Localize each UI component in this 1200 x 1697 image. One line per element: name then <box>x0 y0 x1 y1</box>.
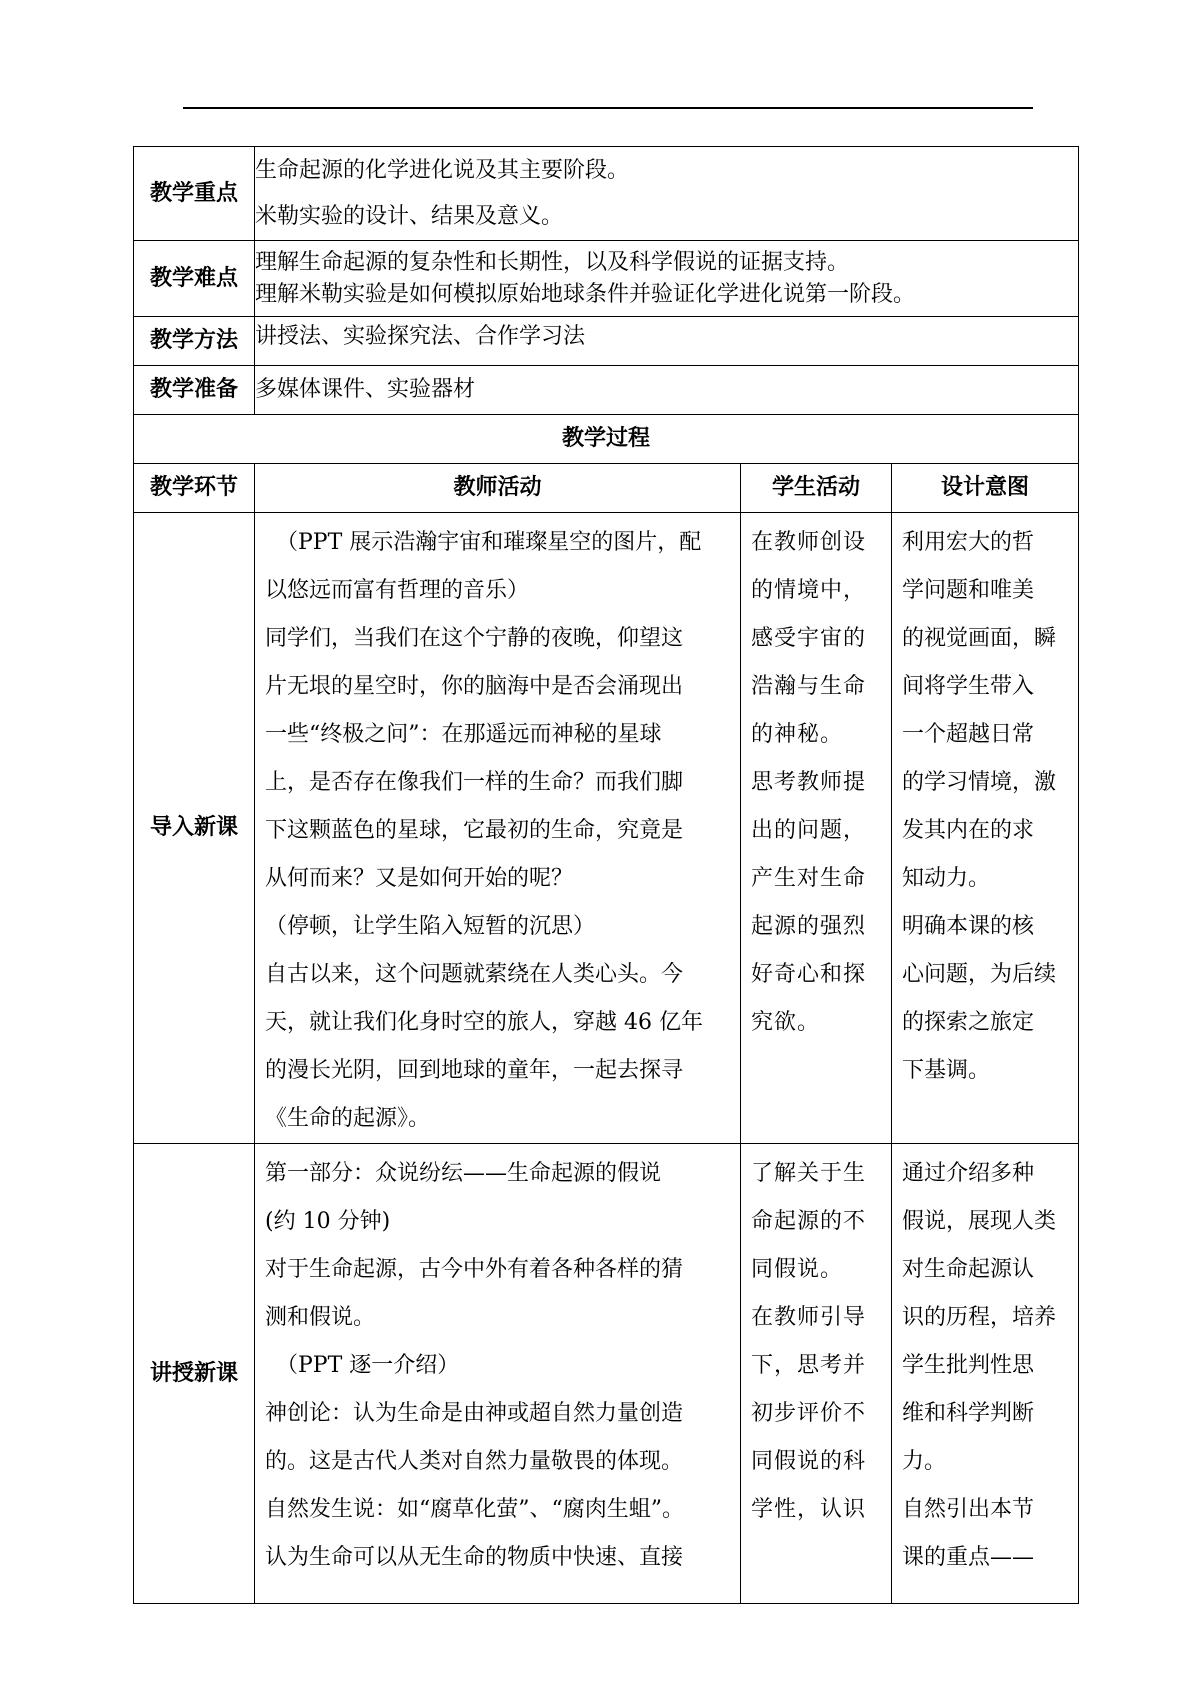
intro-intent-line: 一个超越日常 <box>902 722 1035 747</box>
lecture-teacher-line: 的。这是古代人类对自然力量敬畏的体现。 <box>265 1449 684 1474</box>
header-teacher: 教师活动 <box>255 464 741 513</box>
difficulties-label: 教学难点 <box>134 241 255 317</box>
intro-teacher-line: 片无垠的星空时，你的脑海中是否会涌现出 <box>265 674 684 699</box>
row-column-headers <box>134 464 1079 513</box>
intro-intent-line: 学问题和唯美 <box>902 578 1035 603</box>
lecture-intent-line: 通过介绍多种 <box>902 1161 1035 1186</box>
intro-intent-line: 的探索之旅定 <box>902 1010 1035 1035</box>
lesson-plan-table <box>133 146 1079 1604</box>
lecture-intent-line: 学生批判性思 <box>902 1353 1035 1378</box>
intro-teacher-line: 天，就让我们化身时空的旅人，穿越 46 亿年 <box>265 1010 703 1035</box>
lecture-student-line: 学性，认识 <box>751 1497 867 1522</box>
intro-design-intent <box>892 513 1079 1144</box>
intro-student-line: 感受宇宙的 <box>751 626 867 651</box>
intro-intent-line: 的学习情境，激 <box>902 770 1057 795</box>
intro-student-line: 起源的强烈 <box>751 914 867 939</box>
difficulties-content <box>255 241 1079 317</box>
intro-teacher-line: （停顿，让学生陷入短暂的沉思） <box>265 914 596 939</box>
intro-student-line: 产生对生命 <box>751 866 867 891</box>
lecture-intent-line: 识的历程，培养 <box>902 1305 1057 1330</box>
intro-intent-line: 发其内在的求 <box>902 818 1035 843</box>
lecture-student-line: 同假说。 <box>751 1257 844 1282</box>
row-methods <box>134 317 1079 366</box>
lecture-student-line: 初步评价不 <box>751 1401 867 1426</box>
lecture-student-activity <box>741 1144 892 1604</box>
intro-student-line: 究欲。 <box>751 1010 821 1035</box>
preparation-label: 教学准备 <box>134 366 255 415</box>
lecture-teacher-line: 第一部分：众说纷纭——生命起源的假说 <box>265 1161 662 1186</box>
key-points-content <box>255 147 1079 241</box>
lecture-teacher-line: 认为生命可以从无生命的物质中快速、直接 <box>265 1545 684 1570</box>
intro-intent-line: 明确本课的核 <box>902 914 1035 939</box>
intro-teacher-line: 自古以来，这个问题就萦绕在人类心头。今 <box>265 962 684 987</box>
header-intent: 设计意图 <box>892 464 1079 513</box>
intro-teacher-line: （PPT 展示浩瀚宇宙和璀璨星空的图片，配 <box>276 530 702 555</box>
difficulties-line: 理解生命起源的复杂性和长期性，以及科学假说的证据支持。 <box>255 249 850 275</box>
intro-intent-line: 知动力。 <box>902 866 991 891</box>
intro-teacher-line: 下这颗蓝色的星球，它最初的生命，究竟是 <box>265 818 684 843</box>
process-title: 教学过程 <box>134 415 1079 464</box>
preparation-content: 多媒体课件、实验器材 <box>255 366 1079 415</box>
intro-teacher-line: 以悠远而富有哲理的音乐） <box>265 578 530 603</box>
intro-student-activity <box>741 513 892 1144</box>
lecture-student-line: 了解关于生 <box>751 1161 867 1186</box>
row-preparation <box>134 366 1079 415</box>
difficulties-line: 理解米勒实验是如何模拟原始地球条件并验证化学进化说第一阶段。 <box>255 281 916 307</box>
header-student: 学生活动 <box>741 464 892 513</box>
lecture-student-line: 命起源的不 <box>751 1209 867 1234</box>
lecture-intent-line: 假说，展现人类 <box>902 1209 1057 1234</box>
intro-teacher-line: 从何而来？又是如何开始的呢？ <box>265 866 574 891</box>
lecture-teacher-line: 自然发生说：如“腐草化萤”、“腐肉生蛆”。 <box>265 1497 684 1522</box>
intro-student-line: 的神秘。 <box>751 722 844 747</box>
intro-student-line: 浩瀚与生命 <box>751 674 867 699</box>
methods-content: 讲授法、实验探究法、合作学习法 <box>255 317 1079 366</box>
methods-label: 教学方法 <box>134 317 255 366</box>
row-difficulties <box>134 241 1079 317</box>
lecture-teacher-line: (约 10 分钟) <box>265 1209 391 1234</box>
lecture-student-line: 在教师引导 <box>751 1305 867 1330</box>
lecture-stage-label: 讲授新课 <box>134 1144 255 1604</box>
intro-student-line: 的情境中， <box>751 578 867 603</box>
lecture-teacher-line: 对于生命起源，古今中外有着各种各样的猜 <box>265 1257 684 1282</box>
lecture-student-line: 同假说的科 <box>751 1449 867 1474</box>
lecture-teacher-line: （PPT 逐一介绍） <box>276 1353 460 1378</box>
lecture-intent-line: 课的重点—— <box>902 1545 1035 1570</box>
intro-student-line: 思考教师提 <box>751 770 867 795</box>
row-key-points <box>134 147 1079 241</box>
intro-intent-line: 间将学生带入 <box>902 674 1035 699</box>
lecture-intent-line: 维和科学判断 <box>902 1401 1035 1426</box>
intro-teacher-activity <box>255 513 741 1144</box>
header-rule <box>183 107 1033 109</box>
intro-teacher-line: 同学们，当我们在这个宁静的夜晚，仰望这 <box>265 626 684 651</box>
intro-student-line: 好奇心和探 <box>751 962 867 987</box>
lecture-design-intent <box>892 1144 1079 1604</box>
row-process-title <box>134 415 1079 464</box>
row-intro <box>134 513 1079 1144</box>
intro-intent-line: 心问题，为后续 <box>902 962 1057 987</box>
key-points-line: 生命起源的化学进化说及其主要阶段。 <box>255 157 630 183</box>
intro-intent-line: 下基调。 <box>902 1058 991 1083</box>
intro-stage-label: 导入新课 <box>134 513 255 1144</box>
key-points-label: 教学重点 <box>134 147 255 241</box>
intro-intent-line: 的视觉画面，瞬 <box>902 626 1057 651</box>
header-stage: 教学环节 <box>134 464 255 513</box>
intro-teacher-line: 《生命的起源》。 <box>265 1106 431 1131</box>
lecture-intent-line: 力。 <box>902 1449 947 1474</box>
intro-teacher-line: 的漫长光阴，回到地球的童年，一起去探寻 <box>265 1058 684 1083</box>
lecture-student-line: 下，思考并 <box>751 1353 867 1378</box>
lecture-teacher-line: 测和假说。 <box>265 1305 376 1330</box>
lecture-teacher-line: 神创论：认为生命是由神或超自然力量创造 <box>265 1401 684 1426</box>
intro-teacher-line: 一些“终极之问”：在那遥远而神秘的星球 <box>265 722 662 747</box>
lecture-teacher-activity <box>255 1144 741 1604</box>
key-points-line: 米勒实验的设计、结果及意义。 <box>255 203 564 229</box>
intro-student-line: 出的问题， <box>751 818 867 843</box>
lecture-intent-line: 自然引出本节 <box>902 1497 1035 1522</box>
row-lecture <box>134 1144 1079 1604</box>
intro-student-line: 在教师创设 <box>751 530 867 555</box>
intro-intent-line: 利用宏大的哲 <box>902 530 1035 555</box>
lecture-intent-line: 对生命起源认 <box>902 1257 1035 1282</box>
intro-teacher-line: 上，是否存在像我们一样的生命？而我们脚 <box>265 770 684 795</box>
